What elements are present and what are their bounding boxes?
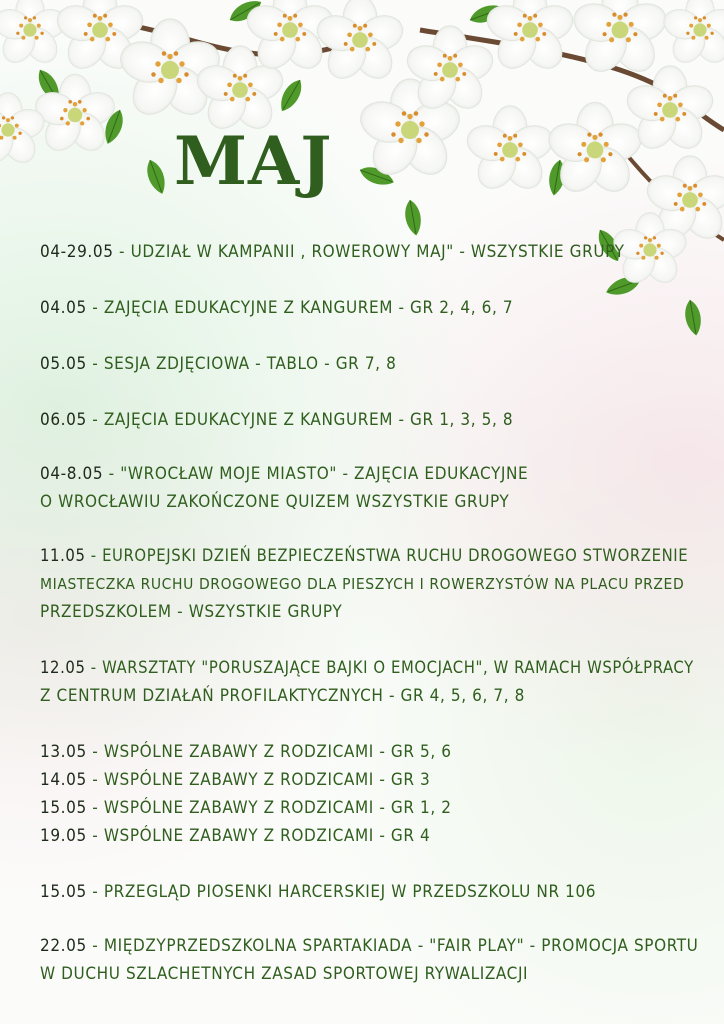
event-date: 22.05: [40, 936, 87, 956]
event-date: 05.05: [40, 354, 87, 374]
event-line: PRZEDSZKOLEM - WSZYSTKIE GRUPY: [40, 602, 343, 622]
event-item: [40, 406, 700, 434]
event-line: [40, 350, 700, 378]
event-text: - EUROPEJSKI DZIEŃ BEZPIECZEŃSTWA RUCHU DROGOWEGO STWORZENIE: [85, 546, 689, 565]
event-line: W DUCHU SZLACHETNYCH ZASAD SPORTOWEJ RYWALIZACJI: [40, 964, 529, 984]
event-line: Z CENTRUM DZIAŁAŃ PROFILAKTYCZNYCH - GR 4, 5, 6, 7, 8: [40, 686, 525, 706]
event-text: - SESJA ZDJĘCIOWA - TABLO - GR 7, 8: [86, 354, 397, 374]
event-text: - WSPÓLNE ZABAWY Z RODZICAMI - GR 3: [86, 770, 431, 790]
event-item: [40, 294, 700, 322]
event-text: - MIĘDZYPRZEDSZKOLNA SPARTAKIADA - "FAIR PLAY" - PROMOCJA SPORTU: [86, 936, 699, 956]
event-line: [40, 738, 700, 766]
event-line: [40, 406, 700, 434]
event-date: 15.05: [40, 882, 87, 902]
event-line: [40, 460, 700, 488]
page-title: MAJ: [174, 122, 333, 200]
event-date: 19.05: [40, 826, 87, 846]
event-line: [40, 794, 700, 822]
event-item: [40, 238, 700, 266]
event-item: [40, 738, 700, 766]
event-line: [40, 654, 700, 682]
event-line: MIASTECZKA RUCHU DROGOWEGO DLA PIESZYCH I ROWERZYSTÓW NA PLACU PRZED: [40, 575, 685, 593]
event-date: 04-8.05: [40, 464, 104, 484]
event-text: - UDZIAŁ W KAMPANII , ROWEROWY MAJ" - WSZYSTKIE GRUPY: [113, 242, 625, 262]
event-line: [40, 878, 700, 906]
event-text: - WSPÓLNE ZABAWY Z RODZICAMI - GR 4: [86, 826, 431, 846]
event-item: [40, 822, 700, 850]
event-item: [40, 794, 700, 822]
event-line: [40, 294, 700, 322]
event-text: - WSPÓLNE ZABAWY Z RODZICAMI - GR 1, 2: [86, 798, 452, 818]
event-line: [40, 822, 700, 850]
event-text: - ZAJĘCIA EDUKACYJNE Z KANGUREM - GR 2, 4, 6, 7: [86, 298, 514, 318]
event-date: 14.05: [40, 770, 87, 790]
event-date: 13.05: [40, 742, 87, 762]
event-item: [40, 766, 700, 794]
event-item: [40, 542, 700, 626]
event-text: - WSPÓLNE ZABAWY Z RODZICAMI - GR 5, 6: [86, 742, 452, 762]
event-text: - ZAJĘCIA EDUKACYJNE Z KANGUREM - GR 1, 3, 5, 8: [86, 410, 514, 430]
event-line: O WROCŁAWIU ZAKOŃCZONE QUIZEM WSZYSTKIE GRUPY: [40, 492, 510, 512]
event-text: - WARSZTATY "PORUSZAJĄCE BAJKI O EMOCJACH", W RAMACH WSPÓŁPRACY: [85, 658, 694, 677]
event-line: [40, 238, 700, 266]
event-item: [40, 654, 700, 710]
event-item: [40, 350, 700, 378]
event-date: 12.05: [40, 658, 86, 677]
event-line: [40, 766, 700, 794]
event-item: [40, 460, 700, 516]
event-text: - "WROCŁAW MOJE MIASTO" - ZAJĘCIA EDUKACYJNE: [103, 464, 529, 484]
event-line: [40, 932, 700, 960]
event-date: 06.05: [40, 410, 87, 430]
event-item: [40, 878, 700, 906]
event-date: 11.05: [40, 546, 86, 565]
event-item: [40, 932, 700, 988]
event-line: [40, 542, 700, 570]
event-date: 15.05: [40, 798, 87, 818]
event-date: 04-29.05: [40, 242, 114, 262]
event-text: - PRZEGLĄD PIOSENKI HARCERSKIEJ W PRZEDSZKOLU NR 106: [86, 882, 597, 902]
event-date: 04.05: [40, 298, 87, 318]
